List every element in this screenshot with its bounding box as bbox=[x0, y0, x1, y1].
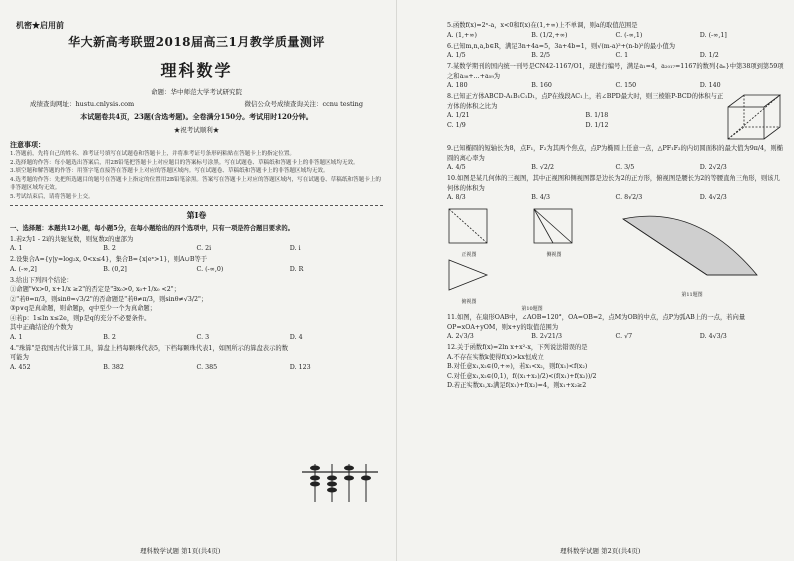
option: C. (-∞,1) bbox=[615, 31, 643, 39]
option: C. 8√2/3 bbox=[615, 194, 643, 201]
option: D. 123 bbox=[289, 363, 311, 371]
q6-options bbox=[447, 51, 784, 61]
question-10: 10.如图是某几何体的三视图，其中正视图和侧视图都是边长为2的正方形，俯视图是腰长为2的等腰直角三角形，则该几何体的体积为 bbox=[447, 175, 780, 192]
option: B. 2√21/3 bbox=[531, 333, 563, 340]
option: A. 1/21 bbox=[447, 112, 470, 119]
exam-info: 本试题卷共4页，23题(含选考题)。全卷满分150分。考试用时120分钟。 bbox=[80, 112, 313, 121]
option: D. (-∞,1] bbox=[699, 31, 727, 39]
option: B. √2/2 bbox=[531, 164, 555, 171]
figure-caption: 第10题图 bbox=[521, 306, 543, 312]
option: D. 1/2 bbox=[699, 52, 719, 59]
option: B. 2 bbox=[103, 245, 116, 252]
q8-block bbox=[447, 91, 784, 143]
option: B. 1/18 bbox=[585, 112, 609, 119]
q9-options bbox=[447, 163, 784, 173]
question-4: 4."珠算"是我国古代计算工具，算盘上档每颗珠代表5，下档每颗珠代表1，如图所示的算盘表示的数可能为 bbox=[10, 344, 288, 361]
option: D. R bbox=[289, 265, 304, 273]
q3-item: ②"若θ=π/3，则sinθ=√3/2"的否命题是"若θ≠π/3，则sinθ≠√3/2"； bbox=[10, 295, 208, 303]
q3-item: ①命题"∀x>0, x+1/x ≥2"的否定是"∃x₀>0, x₀+1/x₀ <2"； bbox=[10, 286, 181, 293]
option: D. i bbox=[289, 245, 301, 252]
option: A. (-∞,2] bbox=[10, 265, 37, 273]
front-view bbox=[447, 207, 491, 247]
q10-options bbox=[447, 193, 784, 203]
sector-figure bbox=[617, 207, 767, 312]
note-item: 5.考试结束后，请将答题卡上交。 bbox=[10, 193, 94, 200]
good-luck: ★祝考试顺利★ bbox=[173, 126, 220, 134]
option: C. 1 bbox=[615, 52, 629, 59]
option: C. 2i bbox=[196, 245, 212, 252]
option: B. 4/3 bbox=[531, 194, 551, 201]
q1-options bbox=[10, 244, 383, 254]
question-5: 5.函数f(x)=2ˣ-a，x<0和f(x)在(1,+∞)上不单调，则a的取值范围是 bbox=[447, 22, 638, 29]
query-wechat: 微信公众号成绩查询关注：ccnu testing bbox=[244, 100, 363, 108]
secret-mark: 机密★启用前 bbox=[16, 20, 64, 30]
option: B. 2 bbox=[103, 333, 116, 341]
exam-title: 华大新高考联盟2018届高三1月教学质量测评 bbox=[68, 35, 325, 49]
fig-label: 侧视图 bbox=[546, 252, 562, 258]
option: A. 2√3/3 bbox=[447, 333, 474, 340]
question-2: 2.设集合A={y|y=log₂x, 0<x≤4}，集合B={x|eˣ>1}，则A∪B等于 bbox=[10, 256, 208, 263]
three-views bbox=[447, 207, 617, 312]
option: A. (1,+∞) bbox=[447, 31, 477, 39]
query-url: 成绩查询网址：hustu.cnlysis.com bbox=[30, 100, 135, 108]
figure-caption: 第11题图 bbox=[681, 292, 703, 298]
question-11: 11.如图，在扇形OAB中，∠AOB=120°，OA=OB=2，点M为OB的中点，点P为弧AB上的一点，若向量OP=xOA+yOM，则x+y的取值范围为 bbox=[447, 314, 746, 331]
subject-title: 理科数学 bbox=[160, 61, 233, 80]
note-item: 4.选考题的作答：先把所选题目的题号在答题卡上指定的位置用2B铅笔涂黑。答案写在答题卡上对应的答题区域内，写在试题卷、草稿纸和答题卡上的非答题区域均无效。 bbox=[10, 176, 382, 191]
option: D. 4√3/3 bbox=[699, 333, 727, 340]
question-3: 3.给出下列四个结论： bbox=[10, 276, 73, 284]
option: C. 1/9 bbox=[447, 122, 466, 129]
option: A. 452 bbox=[10, 363, 31, 371]
option: C. 3 bbox=[196, 333, 210, 341]
option: C. 385 bbox=[196, 363, 218, 371]
top-view bbox=[447, 258, 491, 294]
option: D. 4 bbox=[289, 333, 303, 341]
figures-row bbox=[447, 207, 784, 312]
dashed-divider bbox=[10, 205, 383, 206]
q11-options bbox=[447, 332, 784, 342]
q3-item: ③p∨q是真命题，则命题p，q中至少一个为真命题； bbox=[10, 305, 157, 312]
q4-options bbox=[10, 363, 383, 373]
volume-heading: 第Ⅰ卷 bbox=[186, 210, 207, 220]
option: A. 1 bbox=[10, 245, 23, 252]
option: B. 382 bbox=[103, 363, 124, 371]
q12-item: C.对任意x₁,x₂∈(0,1)，f((x₁+x₂)/2)<(f(x₁)+f(x₂))/2 bbox=[447, 372, 597, 380]
q12-item: D.若正实数x₁,x₂满足f(x₁)+f(x₂)=4，则x₁+x₂≥2 bbox=[447, 382, 587, 389]
option: B. (0,2] bbox=[103, 265, 127, 273]
question-1: 1.若z为1 - 2i的共轭复数，则复数z的虚部为 bbox=[10, 235, 134, 243]
page-footer: 理科数学试题 第1页(共4页) bbox=[140, 547, 221, 555]
page-footer: 理科数学试题 第2页(共4页) bbox=[560, 547, 641, 555]
notes-heading: 注意事项： bbox=[10, 140, 45, 149]
q5-options bbox=[447, 31, 784, 41]
option: A. 4/5 bbox=[447, 164, 466, 171]
question-12: 12.关于函数f(x)=2ln x+x²-x，下列说法错误的是 bbox=[447, 344, 588, 351]
section-instruction: 一、选择题：本题共12小题，每小题5分，在每小题给出的四个选项中，只有一项是符合题目要求的。 bbox=[10, 225, 294, 232]
page-2 bbox=[397, 0, 794, 561]
option: C. (-∞,0) bbox=[196, 265, 224, 273]
option: A. 180 bbox=[447, 82, 468, 89]
question-7: 7.某数学期刊的国内统一刊号是CN42-1167/O1，现进行编号，满足a₁=4，a₂₀₁₇=1167的数列{aₙ}中第38项到第59项之和a₃₈+...+a₅₉为 bbox=[447, 63, 784, 80]
option: D. 140 bbox=[699, 82, 721, 89]
question-6: 6.已知m,n,a,b∈R，满足3n+4a=5，3a+4b=1，则√(m-a)²+(n-b)²的最小值为 bbox=[447, 42, 676, 50]
option: B. 160 bbox=[531, 82, 552, 89]
option: B. (1/2,+∞) bbox=[531, 31, 568, 39]
fig-label: 正视图 bbox=[461, 252, 477, 258]
option: D. 2√2/3 bbox=[699, 164, 727, 171]
q12-item: A.不存在实数k使得f(x)>kx恒成立 bbox=[447, 353, 544, 361]
option: D. 4√2/3 bbox=[699, 194, 727, 201]
option: D. 1/12 bbox=[585, 122, 609, 129]
q8-options-2 bbox=[447, 121, 724, 131]
q3-tail: 其中正确结论的个数为 bbox=[10, 324, 73, 331]
abacus-figure bbox=[300, 462, 380, 504]
question-9: 9.已知椭圆的短轴长为8，点F₁，F₂为其两个焦点，点P为椭圆上任意一点，△PF₁F₂的内切圆面积的最大值为9π/4，则椭圆的离心率为 bbox=[447, 145, 783, 162]
option: A. 8/3 bbox=[447, 194, 466, 201]
q3-options bbox=[10, 333, 383, 343]
option: C. 3/5 bbox=[615, 164, 635, 171]
note-item: 1.答题前，先将自己的姓名、准考证号填写在试题卷和答题卡上，并将准考证号条形码粘贴在答题卡上的指定位置。 bbox=[10, 151, 296, 157]
option: B. 2/5 bbox=[531, 52, 551, 59]
note-item: 2.选择题的作答：每小题选出答案后，用2B铅笔把答题卡上对应题目的答案标号涂黑。写在试题卷、草稿纸和答题卡上的非答题区域均无效。 bbox=[10, 159, 359, 166]
option: C. √7 bbox=[615, 333, 633, 340]
q3-item: ④若p：1≤ln x≤2e，则p是q的充分不必要条件。 bbox=[10, 314, 151, 322]
side-view bbox=[532, 207, 576, 247]
q8-options bbox=[447, 111, 724, 121]
q12-item: B.对任意x₁,x₂∈(0,+∞)，若x₁<x₂，则f(x₁)<f(x₂) bbox=[447, 363, 588, 370]
question-8: 8.已知正方体ABCD-A₁B₁C₁D₁，点P在线段AC₁上，若∠BPD最大时，则三棱锥P-BCD的体积与正方体的体积之比为 bbox=[447, 93, 724, 110]
cube-figure bbox=[724, 91, 784, 143]
note-item: 3.填空题和解答题的作答：用签字笔直接答在答题卡上对应的答题区域内。写在试题卷、草稿纸和答题卡上的非答题区域均无效。 bbox=[10, 168, 329, 174]
query-row bbox=[10, 99, 383, 108]
author-line: 命题：华中师范大学考试研究院 bbox=[151, 88, 242, 96]
option: C. 150 bbox=[615, 82, 637, 89]
option: A. 1/5 bbox=[447, 52, 466, 59]
fig-label: 俯视图 bbox=[461, 299, 477, 305]
option: A. 1 bbox=[10, 333, 23, 341]
q7-options bbox=[447, 81, 784, 91]
q2-options bbox=[10, 265, 383, 275]
